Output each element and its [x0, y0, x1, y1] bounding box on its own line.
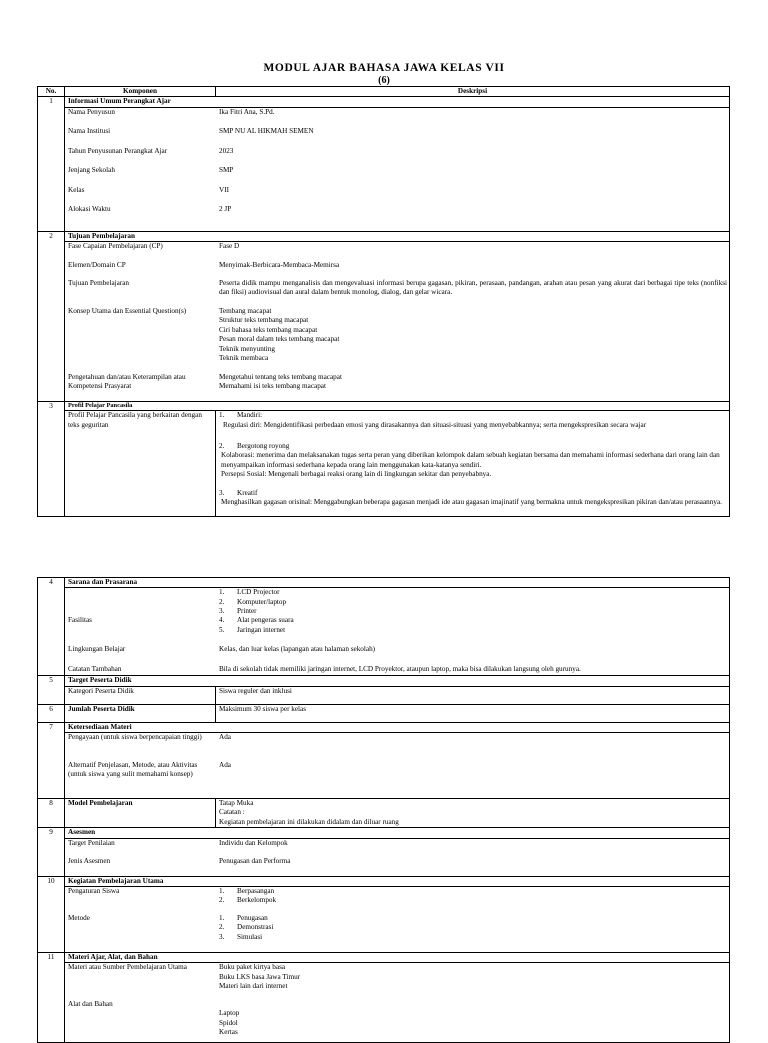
list-item: Mengetahui tentang teks tembang macapat [219, 373, 342, 382]
list-item: 4. Alat pengeras suara [219, 616, 294, 625]
field-value: Ada [219, 733, 231, 742]
field-label: Alternatif Penjelasan, Metode, atau Aktivitas (untuk siswa yang sulit memahami konsep) [68, 761, 198, 779]
section-number: 4 [38, 578, 65, 676]
field-value [216, 373, 730, 392]
field-label: Kelas [68, 185, 85, 194]
field-label: Materi atau Sumber Pembelajaran Utama [68, 963, 187, 972]
field-label: Jenis Asesmen [68, 856, 111, 865]
field-label: Konsep Utama dan Essential Question(s) [68, 307, 187, 316]
section-2-header [38, 231, 730, 241]
section-10-body [38, 886, 730, 952]
section-title: Informasi Umum Perangkat Ajar [65, 97, 730, 107]
field-label: Nama Institusi [68, 127, 111, 136]
section-9-header [38, 828, 730, 838]
field-value: SMP [219, 166, 234, 175]
section-number: 7 [38, 722, 65, 798]
section-title: Sarana dan Prasarana [65, 578, 730, 588]
list-item: Laptop [219, 1009, 240, 1018]
section-7-header [38, 722, 730, 732]
field-label: Nama Penyusun [68, 107, 115, 116]
field-value: Tatap Muka Catatan : Kegiatan pembelajaran ini dilakukan didalam dan diluar ruang [216, 799, 730, 828]
list-item: 2. Bergotong royong Kolaborasi: menerima dan melaksanakan tugas serta peran yang diberikan kelompok dalam sebuah kegiatan bersama dan memahami informasi sederhana dari orang lain dan menyampaikan informasi sederhana kepada orang lain menggunakan kata-katanya sendiri. Persepsi Sosial: Mengenali berbagai reaksi orang lain di lingkungan sekitar dan penyebabnya. [219, 442, 720, 479]
section-3-body [38, 411, 730, 517]
module-table-part-1 [37, 86, 730, 517]
section-number: 11 [38, 952, 65, 1042]
list-item: 3. Simulasi [219, 932, 263, 941]
section-6-row [38, 704, 730, 722]
list-item: 1. LCD Projector [219, 588, 280, 597]
list-item: 1. Berpasangan [219, 886, 275, 895]
pengaturan-list [219, 887, 727, 906]
list-item: Pesan moral dalam teks tembang macapat [219, 335, 340, 344]
section-title: Ketersediaan Materi [65, 722, 730, 732]
list-item: Ciri bahasa teks tembang macapat [219, 325, 318, 334]
header-deskripsi: Deskripsi [216, 87, 730, 97]
list-item: Teknik menyunting [219, 344, 275, 353]
section-7-body [38, 733, 730, 799]
metode-list [219, 914, 727, 942]
section-2-body [38, 242, 730, 402]
field-label: Tujuan Pembelajaran [68, 279, 130, 288]
section-10-header [38, 876, 730, 886]
field-value: SMP NU AL HIKMAH SEMEN [219, 127, 314, 136]
section-9-body [38, 838, 730, 876]
list-item: 2. Komputer/laptop [219, 597, 287, 606]
field-value: Siswa reguler dan inklusi [216, 686, 730, 704]
list-item: Materi lain dari internet [219, 981, 288, 990]
field-value: Kelas, dan luar kelas (lapangan atau halaman sekolah) [219, 645, 376, 654]
field-label: Lingkungan Belajar [68, 645, 126, 654]
field-value: Peserta didik mampu menganalisis dan mengevaluasi informasi berupa gagasan, pikiran, perasaan, pandangan, arahan atau pesan yang akurat dari berbagai tipe teks (nonfiksi dan fiksi) audiovisual dan aural dalam bentuk monolog, dialog, dan gelar wicara. [219, 279, 727, 297]
header-no: No. [38, 87, 65, 97]
field-value: Ika Fitri Ana, S.Pd. [219, 107, 275, 116]
document-title: MODUL AJAR BAHASA JAWA KELAS VII [263, 62, 505, 74]
section-11-body [38, 963, 730, 1043]
field-label: Catatan Tambahan [68, 665, 122, 674]
module-table-part-2 [37, 577, 730, 1043]
section-3-header [38, 402, 730, 411]
field-label: Alat dan Bahan [68, 1000, 113, 1009]
field-label: Profil Pelajar Pancasila yang berkaitan dengan teks geguritan [65, 411, 216, 517]
list-item: Struktur teks tembang macapat [219, 316, 309, 325]
field-label: Fasilitas [68, 616, 92, 625]
section-title: Profil Pelajar Pancasila [65, 402, 730, 411]
section-title: Target Peserta Didik [65, 676, 730, 686]
profil-list [219, 411, 726, 507]
list-item: Teknik membaca [219, 353, 269, 362]
list-item: 2. Demonstrasi [219, 923, 274, 932]
section-number: 1 [38, 97, 65, 231]
list-item: 3. Printer [219, 607, 257, 616]
field-value: Individu dan Kelompok [219, 838, 288, 847]
field-value: VII [219, 185, 229, 194]
section-number: 3 [38, 402, 65, 517]
section-title: Tujuan Pembelajaran [65, 231, 730, 241]
field-value: Bila di sekolah tidak memiliki jaringan internet, LCD Proyektor, ataupun laptop, maka bisa dilakukan langsung oleh gurunya. [219, 665, 581, 674]
document-subtitle: (6) [378, 75, 390, 86]
field-label: Alokasi Waktu [68, 205, 111, 214]
section-number: 6 [38, 704, 65, 722]
field-value: Penugasan dan Performa [219, 856, 291, 865]
list-item: Memahami isi teks tembang macapat [219, 382, 326, 391]
field-label: Elemen/Domain CP [68, 261, 126, 270]
section-number: 2 [38, 231, 65, 401]
field-label: Fase Capaian Pembelajaran (CP) [68, 242, 163, 251]
section-1-body [38, 107, 730, 231]
section-title: Kegiatan Pembelajaran Utama [65, 876, 730, 886]
list-item: 1. Mandiri: Regulasi diri: Mengidentifikasi perbedaan emosi yang dirasakannya dan situasi-situasi yang menyebabkannya; serta mengekspresikan secara wajar [219, 411, 647, 429]
section-4-header [38, 578, 730, 588]
section-5-header [38, 676, 730, 686]
field-label: Pengaturan Siswa [68, 886, 120, 895]
fasilitas-list [219, 588, 727, 635]
field-value: 2 JP [219, 205, 232, 214]
list-item: Buku LKS basa Jawa Timur [219, 972, 301, 981]
section-number: 5 [38, 676, 65, 704]
field-label: Jumlah Peserta Didik [65, 704, 216, 722]
field-value: Fase D [219, 242, 240, 251]
field-label: Model Pembelajaran [65, 799, 216, 828]
field-value: Ada [219, 761, 231, 770]
field-label: Jenjang Sekolah [68, 166, 115, 175]
list-item: Kertas [219, 1027, 238, 1036]
list-item: Tembang macapat [219, 307, 272, 316]
list-item: 3. Kreatif Menghasilkan gagasan orisinal: Menggabungkan beberapa gagasan menjadi ide atau gagasan imajinatif yang bermakna untuk mengekspresikan pikiran dan/atau perasaannya. [219, 488, 722, 506]
field-value [216, 1000, 730, 1037]
section-number: 10 [38, 876, 65, 952]
section-title: Asesmen [65, 828, 730, 838]
field-label: Tahun Penyusunan Perangkat Ajar [68, 146, 168, 155]
section-11-header [38, 952, 730, 962]
section-5-body [38, 686, 730, 704]
field-value: Menyimak-Berbicara-Membaca-Memirsa [219, 261, 340, 270]
field-label: Target Penilaian [68, 838, 115, 847]
field-value: 2023 [219, 146, 234, 155]
section-8-row [38, 799, 730, 828]
header-komponen: Komponen [65, 87, 216, 97]
field-label: Kategori Peserta Didik [65, 686, 216, 704]
section-number: 9 [38, 828, 65, 876]
list-item: 1. Penugasan [219, 913, 268, 922]
field-value: Maksimum 30 siswa per kelas [216, 704, 730, 722]
field-value [216, 963, 730, 1000]
section-1-header [38, 97, 730, 107]
list-item: Buku paket kirtya basa [219, 963, 286, 972]
field-label: Pengetahuan dan/atau Keterampilan atau Kompetensi Prasyarat [68, 373, 186, 391]
section-title: Materi Ajar, Alat, dan Bahan [65, 952, 730, 962]
list-item: 5. Jaringan internet [219, 625, 286, 634]
field-value [216, 307, 730, 373]
field-label: Metode [68, 913, 90, 922]
list-item: Spidol [219, 1018, 238, 1027]
section-number: 8 [38, 799, 65, 828]
section-4-body [38, 588, 730, 676]
field-label: Pengayaan (untuk siswa berpencapaian tinggi) [68, 733, 202, 742]
list-item: 2. Berkelompok [219, 896, 277, 905]
